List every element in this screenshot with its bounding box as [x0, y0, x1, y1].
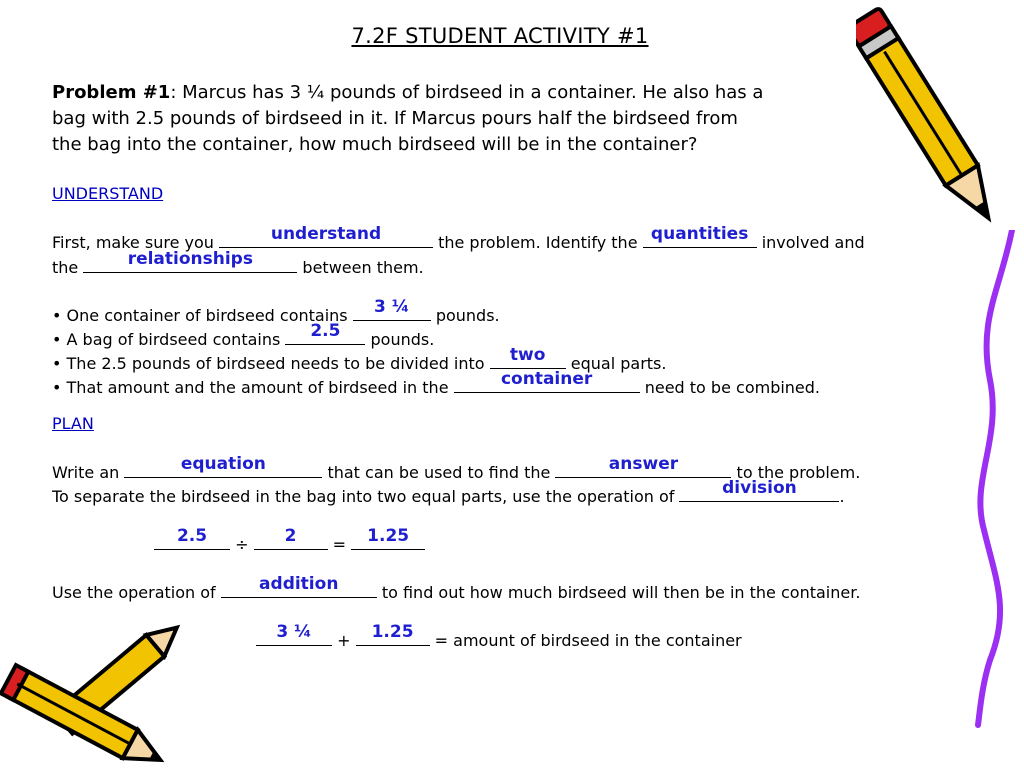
page-title: 7.2F STUDENT ACTIVITY #1 [351, 24, 649, 48]
text: • A bag of birdseed contains [52, 330, 286, 349]
bullet-1 [52, 297, 500, 325]
scribble-line-icon [960, 230, 1020, 730]
pencil-top-right-icon [856, 0, 1006, 245]
text: . [839, 487, 845, 506]
equation-2 [256, 622, 742, 650]
text: the problem. Identify the [432, 233, 643, 252]
text: the [52, 258, 84, 277]
blank-quotient [351, 526, 425, 550]
divide-sign: ÷ [230, 535, 254, 554]
answer-relationships: relationships [127, 249, 253, 269]
equals-sign: = [327, 535, 352, 554]
answer-equation: equation [180, 454, 266, 474]
answer-bag-amount: 2.5 [310, 321, 341, 341]
bullet-4 [52, 369, 821, 397]
answer-parts: two [509, 345, 546, 365]
text: between them. [297, 258, 424, 277]
answer-understand: understand [270, 224, 382, 244]
answer-container-amount: 3 ¼ [374, 297, 410, 317]
blank-understand [219, 224, 433, 248]
problem-label: Problem #1 [52, 82, 171, 103]
problem-text-1: : Marcus has 3 ¼ pounds of birdseed in a container. He also has a [170, 82, 764, 103]
blank-addend-1 [256, 622, 332, 646]
blank-relationships [83, 249, 297, 273]
text: to the problem. [731, 463, 861, 482]
text: = amount of birdseed in the container [429, 631, 742, 650]
blank-parts [490, 345, 566, 369]
text: First, make sure you [52, 233, 219, 252]
answer-container: container [500, 369, 593, 389]
plan-line-2 [52, 478, 845, 506]
blank-container-amount [353, 297, 431, 321]
answer-dividend: 2.5 [176, 526, 208, 546]
text: pounds. [430, 306, 500, 325]
understand-heading: UNDERSTAND [52, 184, 164, 203]
problem-line-1 [52, 80, 763, 106]
text: • The 2.5 pounds of birdseed needs to be divided into [52, 354, 490, 373]
blank-division [679, 478, 839, 502]
understand-line-2 [52, 249, 424, 277]
text: Use the operation of [52, 583, 221, 602]
blank-quantities [643, 224, 757, 248]
text: Write an [52, 463, 125, 482]
answer-addition: addition [259, 574, 339, 594]
problem-line-3: the bag into the container, how much birdseed will be in the container? [52, 134, 698, 155]
blank-answer [555, 454, 731, 478]
problem-line-2: bag with 2.5 pounds of birdseed in it. If Marcus pours half the birdseed from [52, 108, 738, 129]
text: involved and [756, 233, 865, 252]
answer-quantities: quantities [650, 224, 749, 244]
text: equal parts. [565, 354, 667, 373]
text: need to be combined. [639, 378, 821, 397]
blank-addend-2 [356, 622, 430, 646]
text: • That amount and the amount of birdseed in the [52, 378, 454, 397]
plan-line-3 [52, 574, 861, 602]
plan-heading: PLAN [52, 414, 94, 433]
text: • One container of birdseed contains [52, 306, 353, 325]
plus-sign: + [332, 631, 356, 650]
blank-bag-amount [285, 321, 365, 345]
text: pounds. [365, 330, 435, 349]
text: To separate the birdseed in the bag into two equal parts, use the operation of [52, 487, 680, 506]
blank-equation [124, 454, 322, 478]
blank-container [454, 369, 640, 393]
answer-addend-2: 1.25 [371, 622, 414, 642]
blank-dividend [154, 526, 230, 550]
answer-answer: answer [608, 454, 679, 474]
answer-division: division [722, 478, 797, 498]
answer-addend-1: 3 ¼ [276, 622, 312, 642]
blank-divisor [254, 526, 328, 550]
equation-1 [154, 526, 425, 554]
answer-divisor: 2 [284, 526, 297, 546]
blank-addition [221, 574, 377, 598]
bullet-2 [52, 321, 435, 349]
pencils-bottom-left-icon [0, 615, 200, 765]
answer-quotient: 1.25 [367, 526, 410, 546]
text: that can be used to find the [322, 463, 556, 482]
text: to find out how much birdseed will then be in the container. [376, 583, 861, 602]
